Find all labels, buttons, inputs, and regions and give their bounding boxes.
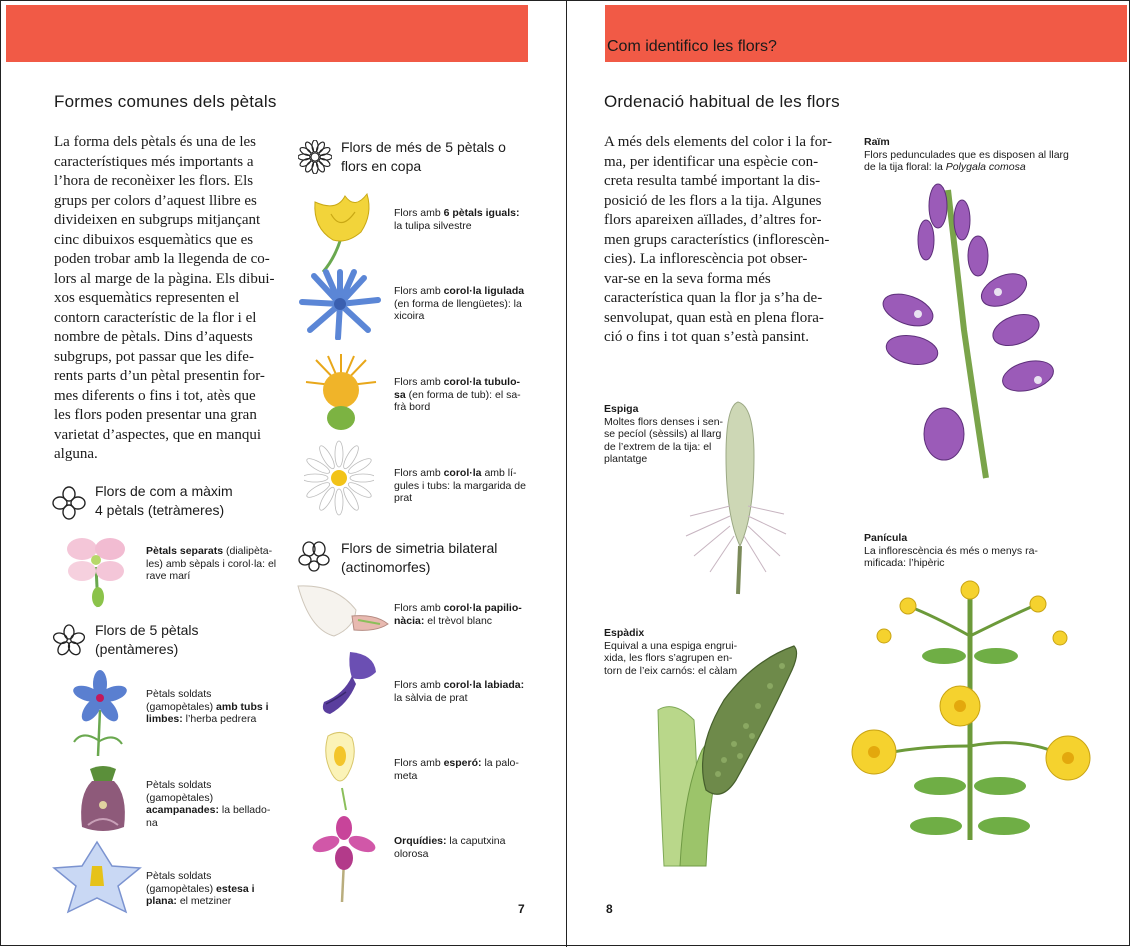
tulipa-illustration [305,188,377,274]
five-petal-icon [52,624,86,658]
left-intro-text: La forma dels pètals és una de les característiques més importants a l’hora de reconèixer les flors. Els grups per colors d’aquest llibre es divideixen en subgrups mitjançant cinc dibuixos esquemàtics que es poden trobar amb la llegenda de co- lors al marge de la pàgina. Els dibui- xos esquemàtics representen el contorn característic de la flor i el nombre de pètals. Dins d’aquests subgrups, pot passar que les dife- rents parts d’un pètal presentin for- mes diferents o fins i tot, atès que les flors poden presentar una gran varietat d’aspectes, que en manqui alguna. [54,134,275,462]
hiperic-illustration [824,576,1108,842]
xicoira-illustration [298,268,382,340]
caption-tulipa: Flors amb 6 pètals iguals: la tulipa silvestre [394,207,520,232]
rave-mari-illustration [62,527,130,609]
section-title-pentameres: Flors de 5 pètals (pentàmeres) [95,622,199,657]
polygala-illustration [878,180,1058,480]
palometa-illustration [318,728,366,812]
caption-margarida: Flors amb corol·la amb lí- gules i tubs: la margarida de prat [394,467,526,504]
caption-metziner: Pètals soldats (gamopètales) estesa i plana: el metziner [146,870,255,907]
caption-trevol-blanc: Flors amb corol·la papilio- nàcia: el trèvol blanc [394,602,522,627]
many-petal-icon [298,140,332,174]
caption-salvia: Flors amb corol·la labiada: la sàlvia de prat [394,679,525,704]
caption-palometa: Flors amb esperó: la palo- meta [394,757,519,782]
page-gutter [566,1,567,947]
margarida-illustration [304,440,374,516]
belladona-illustration [70,765,136,837]
caption-raim: Raïm Flors pedunculades que es disposen al llarg de la tija floral: la Polygala comosa [864,136,1069,173]
section-title-mes-5-petals: Flors de més de 5 pètals o flors en copa [341,139,506,174]
left-header-bar [6,5,528,62]
trevol-blanc-illustration [296,580,392,644]
calam-illustration [654,640,806,868]
safra-bord-illustration [302,352,380,434]
bilateral-icon [298,540,330,572]
right-intro-text: A més dels elements del color i la for- ma, per identificar una espècie con- creta resulta també important la dis- posició de les flors a la tija. Algunes flors apareixen aïllades, d’altres for- men grups característics (inflorescèn- cies). La inflorescència pot obser- var-se en la seva forma més característica quan la flor ja s’ha de- senvolupat, quan està en plena flora- ció o fins i tot quan s’està pansint. [604,134,832,345]
caption-xicoira: Flors amb corol·la ligulada (en forma de llengüetes): la xicoira [394,285,525,322]
caption-rave-mari: Pètals separats (dialipèta- les) amb sèpals i corol·la: el rave marí [146,545,277,582]
plantatge-illustration [680,396,790,596]
left-page-number: 7 [518,902,525,916]
section-title-tetrameres: Flors de com a màxim 4 pètals (tetràmeres) [95,483,233,518]
right-header-title: Com identifico les flors? [607,38,777,55]
right-page-number: 8 [606,902,613,916]
caption-caputxina: Orquídies: la caputxina olorosa [394,835,506,860]
right-page-heading: Ordenació habitual de les flors [604,92,840,111]
left-page-heading: Formes comunes dels pètals [54,92,277,111]
four-petal-icon [52,486,86,520]
caption-espadix: Espàdix Equival a una espiga engrui- xida, les flors s’agrupen en- torn de l’eix carnós: el càlam [604,627,738,677]
caputxina-illustration [308,814,378,904]
section-title-bilateral: Flors de simetria bilateral (actinomorfes) [341,540,498,575]
caption-panicula: Panícula La inflorescència és més o menys ra- mificada: l’hipèric [864,532,1038,569]
caption-herba-pedrera: Pètals soldats (gamopètales) amb tubs i limbes: l’herba pedrera [146,688,269,725]
caption-espiga: Espiga Moltes flors denses i sen- se pecíol (sèssils) al llarg de l’extrem de la tija: el plantatge [604,403,724,465]
caption-belladona: Pètals soldats (gamopètales) acampanades: la bellado- na [146,779,271,829]
herba-pedrera-illustration [62,670,140,758]
metziner-illustration [52,840,142,914]
salvia-illustration [316,648,380,718]
caption-safra-bord: Flors amb corol·la tubulo- sa (en forma de tub): el sa- frà bord [394,376,521,413]
